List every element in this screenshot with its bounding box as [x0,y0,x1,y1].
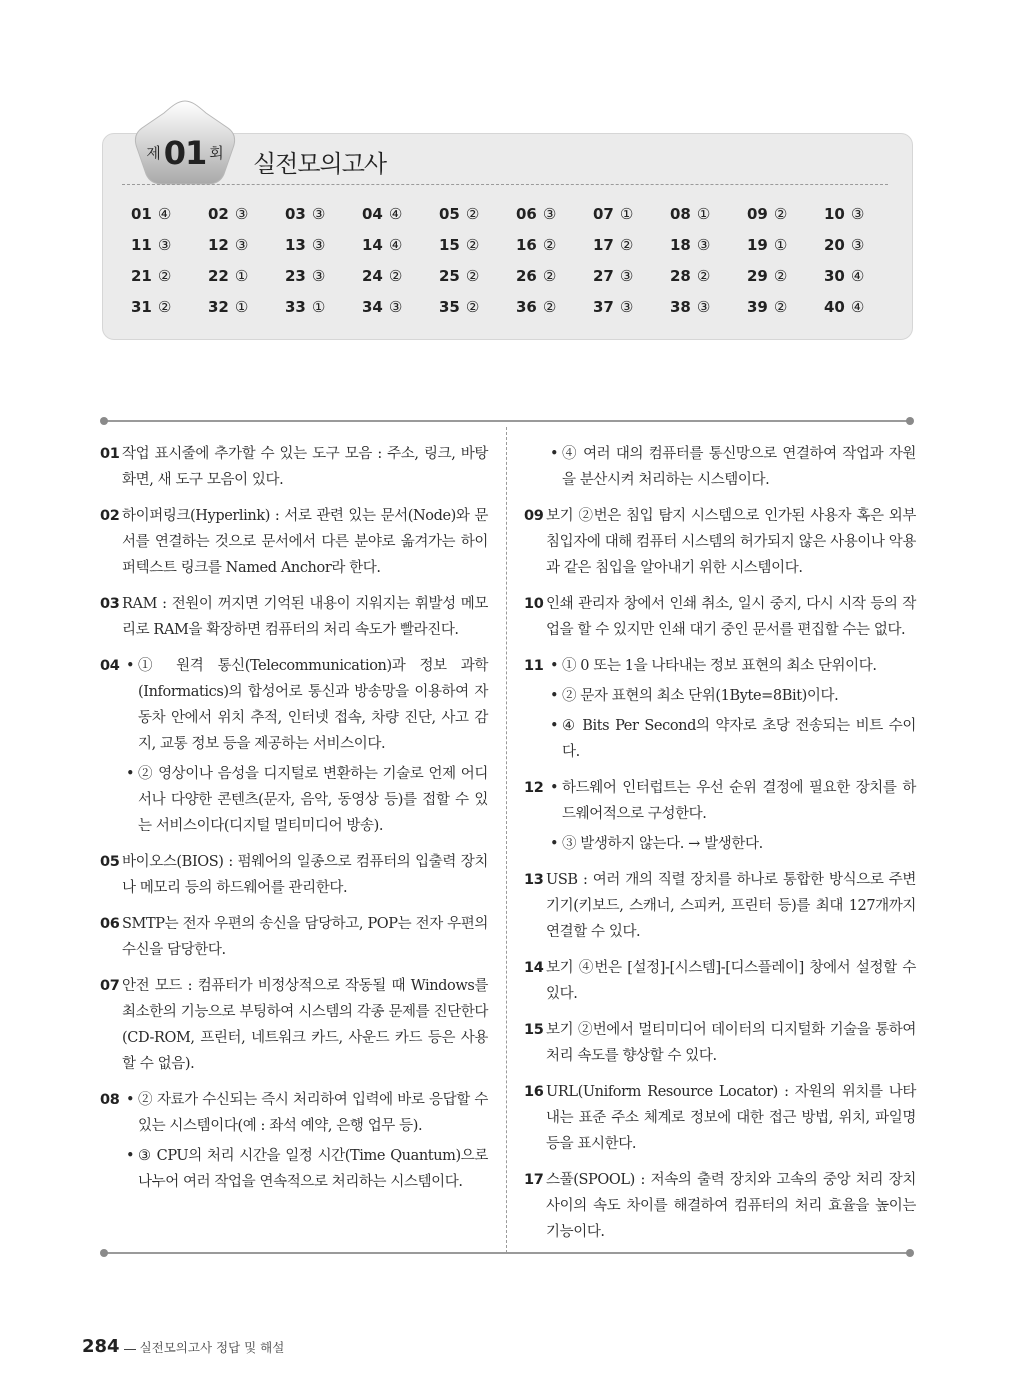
answer-cell [670,205,747,236]
answer-number: 21 [131,267,152,285]
answer-choice: ④ [157,205,172,223]
explanation-bullet: • ④ 여러 대의 컴퓨터를 통신망으로 연결하여 작업과 자원을 분산시켜 처리하는 시스템이다. [546,441,916,493]
answer-choice: ② [542,267,557,285]
question-number: 17 [524,1172,544,1188]
answer-number: 11 [131,236,152,254]
answer-number: 20 [824,236,845,254]
explanation-16 [524,1079,916,1157]
answer-number: 10 [824,205,845,223]
answer-number: 23 [285,267,306,285]
footer-underscore [124,1349,136,1350]
answer-choice: ③ [311,236,326,254]
answer-cell [824,205,901,236]
explanation-13 [524,867,916,945]
answer-cell [670,267,747,298]
badge-number: 01 [163,134,207,172]
explanation-text: 보기 ②번은 침입 탐지 시스템으로 인가된 사용자 혹은 외부 침입자에 대해 컴퓨터 시스템의 허가되지 않은 사용이나 악용과 같은 침입을 알아내기 위한 시스템이다. [546,508,916,576]
answer-number: 08 [670,205,691,223]
explanation-bullet: • ② 영상이나 음성을 디지털로 변환하는 기술로 언제 어디서나 다양한 콘텐츠(문자, 음악, 동영상 등)를 접할 수 있는 서비스이다(디지털 멀티미디어 방송). [122,761,488,839]
answer-number: 07 [593,205,614,223]
answer-number: 09 [747,205,768,223]
answer-number: 32 [208,298,229,316]
explanation-text: 인쇄 관리자 창에서 인쇄 취소, 일시 중지, 다시 시작 등의 작업을 할 수 있지만 인쇄 대기 중인 문서를 편집할 수는 없다. [546,596,917,638]
answer-cell [439,205,516,236]
answer-number: 02 [208,205,229,223]
answer-row [131,267,901,298]
answer-number: 12 [208,236,229,254]
answer-choice: ③ [234,205,249,223]
answer-number: 26 [516,267,537,285]
question-number: 11 [524,658,544,674]
explanation-bullet: • ③ 발생하지 않는다. → 발생한다. [546,831,916,857]
answer-number: 06 [516,205,537,223]
explanation-bullet: • ② 문자 표현의 최소 단위(1Byte=8Bit)이다. [546,683,916,709]
answer-cell [593,205,670,236]
explanation-text: 보기 ④번은 [설정]-[시스템]-[디스플레이] 창에서 설정할 수 있다. [546,960,916,1002]
answer-cell [285,205,362,236]
question-number: 06 [100,916,120,932]
question-number: 04 [100,658,120,674]
answer-choice: ① [234,267,249,285]
answer-choice: ② [619,236,634,254]
answer-choice: ② [157,267,172,285]
answer-choice: ② [773,267,788,285]
answer-number: 27 [593,267,614,285]
explanation-text: SMTP는 전자 우편의 송신을 담당하고, POP는 전자 우편의 수신을 담당한다. [122,916,488,958]
answer-cell [131,267,208,298]
top-rule [104,420,910,422]
explanation-04 [100,653,488,839]
answer-choice: ③ [696,236,711,254]
answer-choice: ③ [311,205,326,223]
rule-dot [100,1249,108,1257]
explanation-08 [100,1087,488,1195]
answer-cell [824,298,901,329]
answer-cell [362,267,439,298]
explanation-08-cont [524,441,916,493]
title-divider [122,184,888,185]
answer-cell [670,236,747,267]
explanation-text: 보기 ②번에서 멀티미디어 데이터의 디지털화 기술을 통하여 처리 속도를 향상할 수 있다. [546,1022,916,1064]
question-number: 01 [100,446,120,462]
answer-cell [208,205,285,236]
explanation-bullet: • ④ Bits Per Second의 약자로 초당 전송되는 비트 수이다. [546,713,916,765]
answer-choice: ② [465,267,480,285]
answer-choice: ① [696,205,711,223]
answer-choice: ① [773,236,788,254]
answer-row [131,298,901,329]
explanation-02 [100,503,488,581]
answer-choice: ④ [850,267,865,285]
answer-number: 18 [670,236,691,254]
explanation-text: RAM : 전원이 꺼지면 기억된 내용이 지워지는 휘발성 메모리로 RAM을 확장하면 컴퓨터의 처리 속도가 빨라진다. [122,596,488,638]
answer-cell [285,236,362,267]
answer-choice: ④ [388,236,403,254]
answer-choice: ② [465,205,480,223]
explanation-bullet: • ③ CPU의 처리 시간을 일정 시간(Time Quantum)으로 나누어 여러 작업을 연속적으로 처리하는 시스템이다. [122,1143,488,1195]
question-number: 14 [524,960,544,976]
answer-choice: ④ [388,205,403,223]
question-number: 12 [524,780,544,796]
question-number: 07 [100,978,120,994]
question-number: 02 [100,508,120,524]
explanation-07 [100,973,488,1077]
answer-cell [362,236,439,267]
question-number: 05 [100,854,120,870]
answer-choice: ③ [388,298,403,316]
badge-suffix: 회 [209,144,224,162]
answer-number: 40 [824,298,845,316]
answer-cell [439,267,516,298]
answer-cell [131,298,208,329]
answer-cell [208,298,285,329]
answer-number: 22 [208,267,229,285]
answer-cell [131,205,208,236]
answer-choice: ① [619,205,634,223]
answer-number: 39 [747,298,768,316]
question-number: 03 [100,596,120,612]
answer-cell [131,236,208,267]
answer-choice: ④ [850,298,865,316]
answer-cell [747,236,824,267]
question-number: 15 [524,1022,544,1038]
answer-choice: ③ [619,298,634,316]
explanation-09 [524,503,916,581]
answer-choice: ③ [157,236,172,254]
explanation-text: 작업 표시줄에 추가할 수 있는 도구 모음 : 주소, 링크, 바탕화면, 새 도구 모음이 있다. [122,446,488,488]
answer-cell [285,267,362,298]
answer-cell [593,236,670,267]
explanation-text: 스풀(SPOOL) : 저속의 출력 장치와 고속의 중앙 처리 장치 사이의 속도 차이를 해결하여 컴퓨터의 처리 효율을 높이는 기능이다. [546,1172,916,1240]
answer-number: 14 [362,236,383,254]
explanation-01 [100,441,488,493]
answer-choice: ① [311,298,326,316]
answer-cell [362,205,439,236]
answer-cell [593,298,670,329]
answer-choice: ② [465,298,480,316]
answer-choice: ③ [850,205,865,223]
answer-choice: ③ [850,236,865,254]
answer-row [131,205,901,236]
answer-choice: ② [388,267,403,285]
answer-cell [516,236,593,267]
answer-choice: ③ [542,205,557,223]
page-footer [82,1336,284,1357]
explanation-bullet: • ② 자료가 수신되는 즉시 처리하여 입력에 바로 응답할 수 있는 시스템이다(예 : 좌석 예약, 은행 업무 등). [122,1087,488,1139]
question-number: 09 [524,508,544,524]
answer-cell [208,236,285,267]
explanation-bullet: • 하드웨어 인터럽트는 우선 순위 결정에 필요한 장치를 하드웨어적으로 구성한다. [546,775,916,827]
question-number: 10 [524,596,544,612]
rule-dot [100,417,108,425]
answer-number: 36 [516,298,537,316]
round-badge [132,98,238,186]
answer-number: 01 [131,205,152,223]
badge-prefix: 제 [146,144,161,162]
explanation-bullet: • ① 0 또는 1을 나타내는 정보 표현의 최소 단위이다. [546,653,916,679]
answer-number: 25 [439,267,460,285]
answer-cell [824,236,901,267]
explanation-17 [524,1167,916,1245]
footer-text: 실전모의고사 정답 및 해설 [139,1340,285,1355]
answer-number: 38 [670,298,691,316]
explanation-03 [100,591,488,643]
explanation-06 [100,911,488,963]
explanation-text: URL(Uniform Resource Locator) : 자원의 위치를 나타내는 표준 주소 체계로 정보에 대한 접근 방법, 위치, 파일명 등을 표시한다. [546,1084,916,1152]
column-separator [506,427,507,1253]
answer-choice: ③ [311,267,326,285]
answer-choice: ② [696,267,711,285]
answer-number: 04 [362,205,383,223]
answer-number: 31 [131,298,152,316]
explanation-bullet: • ① 원격 통신(Telecommunication)과 정보 과학(Informatics)의 합성어로 통신과 방송망을 이용하여 자동차 안에서 위치 추적, 인터넷 접속, 차량 진단, 사고 감지, 교통 정보 등을 제공하는 서비스이다. [122,653,488,757]
answer-cell [362,298,439,329]
answer-number: 37 [593,298,614,316]
answer-number: 16 [516,236,537,254]
answer-choice: ① [234,298,249,316]
answer-choice: ② [542,298,557,316]
left-column [100,441,488,1205]
answer-choice: ② [157,298,172,316]
answer-number: 05 [439,205,460,223]
answer-number: 15 [439,236,460,254]
rule-dot [906,417,914,425]
answer-cell [516,267,593,298]
answer-choice: ② [773,205,788,223]
answer-number: 29 [747,267,768,285]
right-column [524,441,916,1255]
answer-cell [747,267,824,298]
answer-cell [208,267,285,298]
answer-choice: ③ [234,236,249,254]
answer-number: 03 [285,205,306,223]
answer-cell [439,236,516,267]
answer-number: 13 [285,236,306,254]
answer-choice: ② [542,236,557,254]
answer-choice: ② [465,236,480,254]
answer-cell [593,267,670,298]
answer-grid [131,205,901,329]
answer-number: 24 [362,267,383,285]
explanation-05 [100,849,488,901]
answer-number: 30 [824,267,845,285]
answer-choice: ② [773,298,788,316]
page-title: 실전모의고사 [253,150,387,178]
answer-cell [824,267,901,298]
question-number: 16 [524,1084,544,1100]
explanation-14 [524,955,916,1007]
answer-cell [670,298,747,329]
answer-number: 28 [670,267,691,285]
answer-number: 19 [747,236,768,254]
explanation-11 [524,653,916,765]
explanation-text: 하이퍼링크(Hyperlink) : 서로 관련 있는 문서(Node)와 문서를 연결하는 것으로 문서에서 다른 분야로 옮겨가는 하이퍼텍스트 링크를 Named Anchor라 한다. [122,508,488,576]
explanation-text: USB : 여러 개의 직렬 장치를 하나로 통합한 방식으로 주변기기(키보드, 스캐너, 스피커, 프린터 등)를 최대 127개까지 연결할 수 있다. [546,872,916,940]
explanation-text: 안전 모드 : 컴퓨터가 비정상적으로 작동될 때 Windows를 최소한의 기능으로 부팅하여 시스템의 각종 문제를 진단한다(CD-ROM, 프린터, 네트워크 카드, 사운드 카드 등은 사용할 수 없음). [122,978,488,1072]
explanation-text: 바이오스(BIOS) : 펌웨어의 일종으로 컴퓨터의 입출력 장치나 메모리 등의 하드웨어를 관리한다. [122,854,488,896]
answer-choice: ③ [696,298,711,316]
question-number: 13 [524,872,544,888]
answer-cell [285,298,362,329]
explanation-10 [524,591,916,643]
explanation-12 [524,775,916,857]
answer-number: 17 [593,236,614,254]
explanation-15 [524,1017,916,1069]
answer-cell [747,298,824,329]
answer-number: 33 [285,298,306,316]
answer-row [131,236,901,267]
question-number: 08 [100,1092,120,1108]
answer-cell [516,298,593,329]
answer-cell [516,205,593,236]
answer-number: 34 [362,298,383,316]
answer-cell [439,298,516,329]
answer-cell [747,205,824,236]
page-number: 284 [82,1336,120,1357]
answer-choice: ③ [619,267,634,285]
answer-number: 35 [439,298,460,316]
